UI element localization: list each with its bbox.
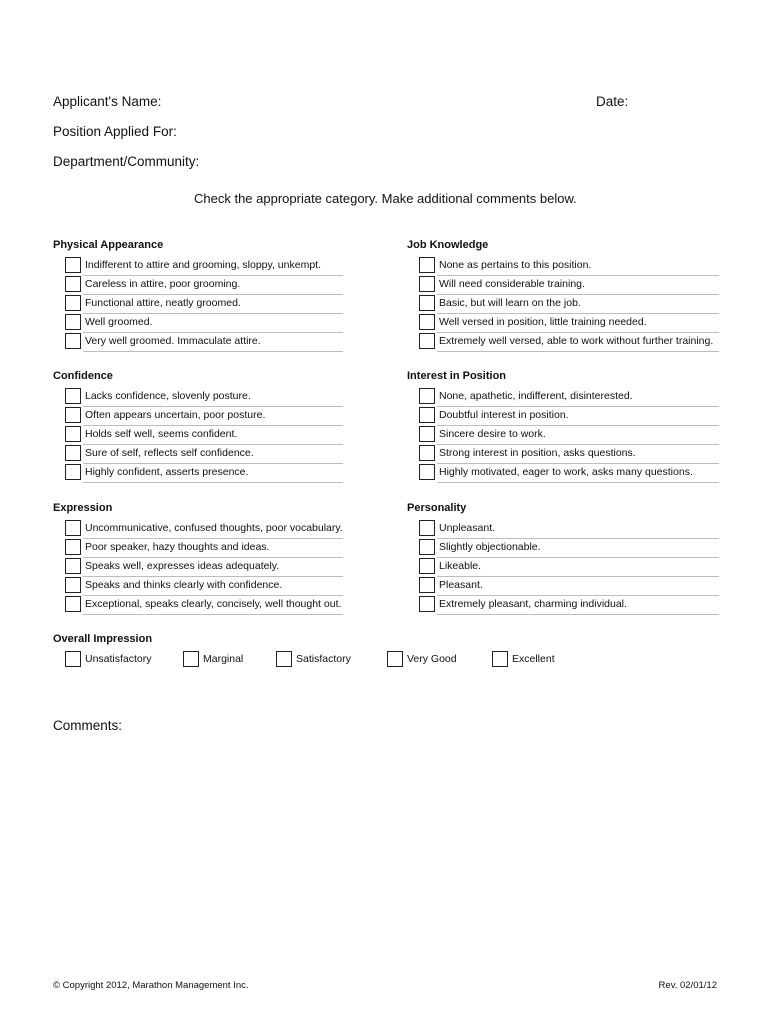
checkbox[interactable]: [65, 407, 81, 423]
checkbox[interactable]: [419, 539, 435, 555]
option-label: Doubtful interest in position.: [437, 407, 719, 426]
option-label: Exceptional, speaks clearly, concisely, well thought out.: [83, 596, 343, 615]
checkbox[interactable]: [65, 520, 81, 536]
section-title-job-knowledge: Job Knowledge: [407, 239, 489, 251]
checkbox[interactable]: [65, 539, 81, 555]
option-label: Strong interest in position, asks questions.: [437, 445, 719, 464]
option-label: Basic, but will learn on the job.: [437, 295, 719, 314]
option-label: Excellent: [512, 653, 555, 665]
checkbox[interactable]: [65, 577, 81, 593]
option-label: Poor speaker, hazy thoughts and ideas.: [83, 539, 343, 558]
checkbox[interactable]: [65, 276, 81, 292]
checkbox[interactable]: [419, 520, 435, 536]
checkbox[interactable]: [419, 558, 435, 574]
checkbox[interactable]: [419, 407, 435, 423]
comments-label: Comments:: [53, 718, 123, 733]
option-label: Speaks well, expresses ideas adequately.: [83, 558, 343, 577]
checkbox[interactable]: [65, 558, 81, 574]
option-label: Extremely pleasant, charming individual.: [437, 596, 719, 615]
position-applied-label: Position Applied For:: [53, 124, 177, 139]
checkbox[interactable]: [419, 596, 435, 612]
checkbox[interactable]: [419, 426, 435, 442]
option-label: Unpleasant.: [437, 520, 719, 539]
checkbox[interactable]: [419, 333, 435, 349]
checkbox[interactable]: [276, 651, 292, 667]
option-label: None as pertains to this position.: [437, 257, 719, 276]
checkbox[interactable]: [387, 651, 403, 667]
revision-text: Rev. 02/01/12: [658, 980, 717, 991]
option-label: Holds self well, seems confident.: [83, 426, 343, 445]
checkbox[interactable]: [65, 464, 81, 480]
checkbox[interactable]: [65, 426, 81, 442]
option-label: None, apathetic, indifferent, disinterested.: [437, 388, 719, 407]
option-label: Very Good: [407, 653, 457, 665]
option-label: Very well groomed. Immaculate attire.: [83, 333, 343, 352]
option-label: Speaks and thinks clearly with confidence.: [83, 577, 343, 596]
option-label: Well groomed.: [83, 314, 343, 333]
option-label: Will need considerable training.: [437, 276, 719, 295]
section-title-expression: Expression: [53, 502, 113, 514]
section-title-confidence: Confidence: [53, 370, 113, 382]
checkbox[interactable]: [65, 314, 81, 330]
option-label: Functional attire, neatly groomed.: [83, 295, 343, 314]
section-title-interest-in-position: Interest in Position: [407, 370, 507, 382]
option-label: Well versed in position, little training needed.: [437, 314, 719, 333]
checkbox[interactable]: [419, 577, 435, 593]
section-title-physical-appearance: Physical Appearance: [53, 239, 164, 251]
checkbox[interactable]: [492, 651, 508, 667]
checkbox[interactable]: [65, 388, 81, 404]
checkbox[interactable]: [419, 388, 435, 404]
option-label: Sincere desire to work.: [437, 426, 719, 445]
date-label: Date:: [596, 94, 629, 109]
checkbox[interactable]: [65, 333, 81, 349]
option-label: Satisfactory: [296, 653, 351, 665]
option-label: Sure of self, reflects self confidence.: [83, 445, 343, 464]
checkbox[interactable]: [419, 295, 435, 311]
checkbox[interactable]: [419, 445, 435, 461]
checkbox[interactable]: [419, 314, 435, 330]
section-title-personality: Personality: [407, 502, 467, 514]
copyright-text: © Copyright 2012, Marathon Management Inc.: [53, 980, 249, 991]
option-label: Slightly objectionable.: [437, 539, 719, 558]
checkbox[interactable]: [419, 464, 435, 480]
checkbox[interactable]: [65, 257, 81, 273]
option-label: Careless in attire, poor grooming.: [83, 276, 343, 295]
checkbox[interactable]: [65, 445, 81, 461]
option-label: Extremely well versed, able to work without further training.: [437, 333, 719, 352]
option-label: Often appears uncertain, poor posture.: [83, 407, 343, 426]
option-label: Highly motivated, eager to work, asks many questions.: [437, 464, 719, 483]
section-title-overall-impression: Overall Impression: [53, 633, 153, 645]
option-label: Indifferent to attire and grooming, sloppy, unkempt.: [83, 257, 343, 276]
option-label: Highly confident, asserts presence.: [83, 464, 343, 483]
checkbox[interactable]: [419, 257, 435, 273]
checkbox[interactable]: [65, 596, 81, 612]
checkbox[interactable]: [183, 651, 199, 667]
option-label: Lacks confidence, slovenly posture.: [83, 388, 343, 407]
checkbox[interactable]: [419, 276, 435, 292]
option-label: Likeable.: [437, 558, 719, 577]
checkbox[interactable]: [65, 651, 81, 667]
instruction-text: Check the appropriate category. Make additional comments below.: [194, 191, 577, 206]
option-label: Pleasant.: [437, 577, 719, 596]
department-label: Department/Community:: [53, 154, 200, 169]
checkbox[interactable]: [65, 295, 81, 311]
option-label: Uncommunicative, confused thoughts, poor vocabulary.: [83, 520, 343, 539]
option-label: Unsatisfactory: [85, 653, 152, 665]
option-label: Marginal: [203, 653, 244, 665]
applicant-name-label: Applicant's Name:: [53, 94, 162, 109]
